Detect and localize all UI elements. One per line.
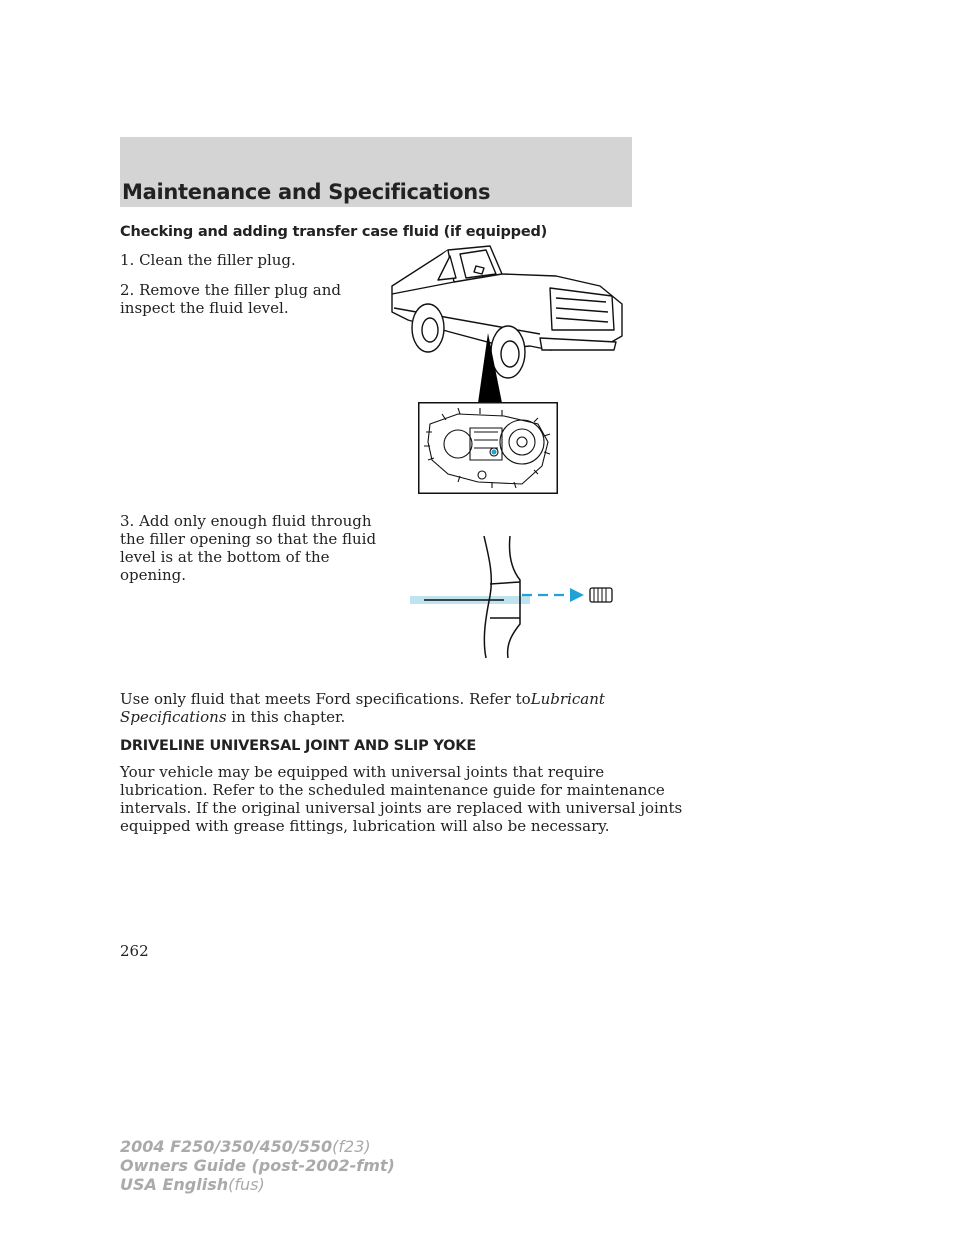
pointer-wedge — [476, 333, 504, 405]
filler-opening-illustration — [408, 532, 618, 662]
driveline-body-line: equipped with grease fittings, lubrication will also be necessary. — [120, 817, 610, 835]
step-2-line: 2. Remove the filler plug and — [120, 281, 342, 299]
step-3-line: level is at the bottom of the — [120, 548, 330, 566]
step-3-line: the filler opening so that the fluid — [120, 530, 377, 548]
note-italic-ref: Lubricant — [530, 690, 605, 708]
driveline-body — [120, 763, 682, 835]
step-1: 1. Clean the filler plug. — [120, 251, 296, 269]
footer-language: USA English — [120, 1175, 229, 1194]
transfer-case-illustration — [418, 402, 558, 494]
step-3-line: 3. Add only enough fluid through — [120, 512, 372, 530]
driveline-body-line: Your vehicle may be equipped with universal joints that require — [120, 763, 605, 781]
footer-guide: Owners Guide (post-2002-fmt) — [120, 1156, 395, 1175]
step-3 — [120, 512, 376, 584]
note-text: in this chapter. — [226, 708, 346, 726]
footer — [120, 1137, 395, 1194]
fluid-note — [120, 690, 605, 726]
driveline-heading: DRIVELINE UNIVERSAL JOINT AND SLIP YOKE — [120, 738, 477, 754]
step-3-line: opening. — [120, 566, 186, 584]
note-italic-ref: Specifications — [120, 708, 227, 726]
page-number: 262 — [120, 942, 149, 960]
step-2-line: inspect the fluid level. — [120, 299, 289, 317]
pickup-truck-illustration — [390, 238, 630, 388]
filler-plug-icon — [590, 588, 612, 602]
step-2 — [120, 281, 341, 317]
footer-model: 2004 F250/350/450/550 — [120, 1137, 333, 1156]
driveline-body-line: intervals. If the original universal joints are replaced with universal joints — [120, 799, 683, 817]
driveline-body-line: lubrication. Refer to the scheduled maintenance guide for maintenance — [120, 781, 665, 799]
page-header-title: Maintenance and Specifications — [122, 180, 491, 204]
note-text: Use only fluid that meets Ford specifications. Refer to — [120, 690, 531, 708]
footer-language-code: (fus) — [228, 1175, 265, 1194]
section-title: Checking and adding transfer case fluid (if equipped) — [120, 224, 548, 240]
footer-code: (f23) — [332, 1137, 371, 1156]
